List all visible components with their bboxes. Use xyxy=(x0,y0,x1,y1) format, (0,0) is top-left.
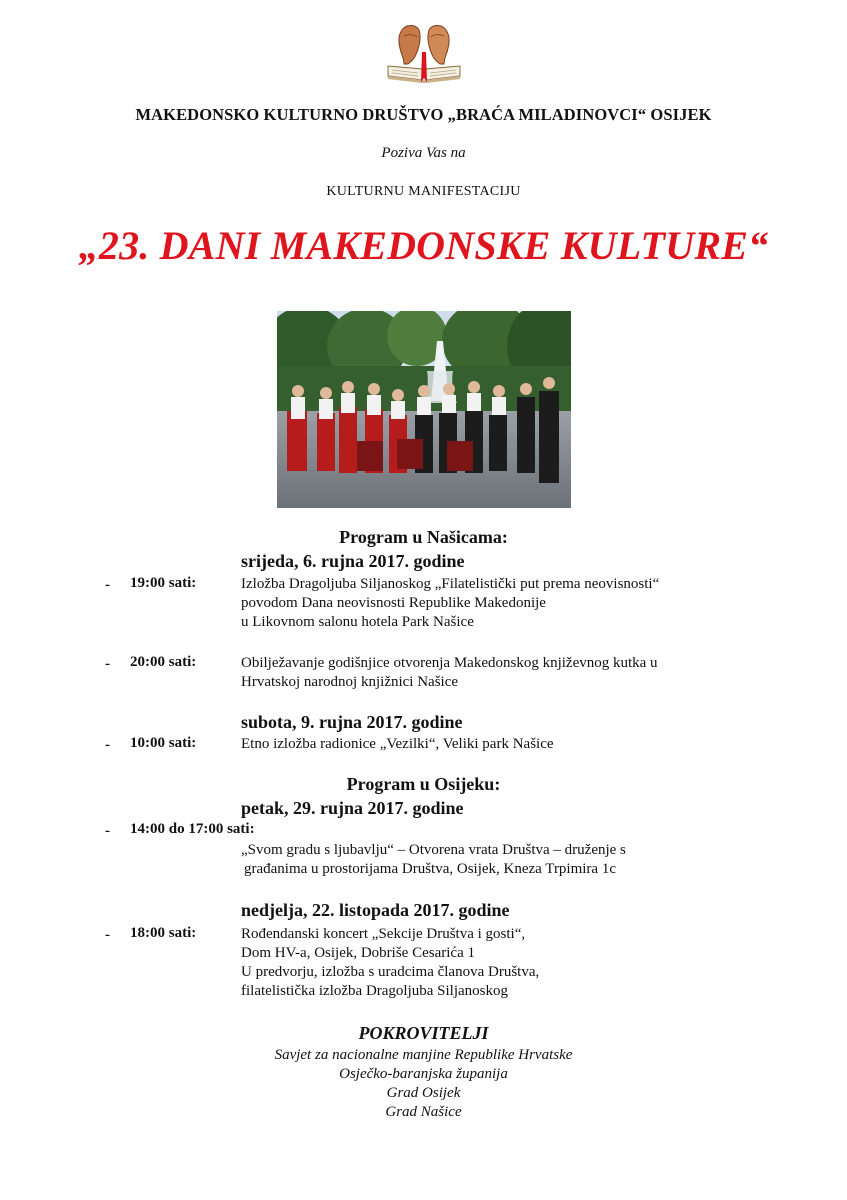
sponsor-item: Osječko-baranjska županija xyxy=(339,1066,508,1082)
event-time: 20:00 sati: xyxy=(130,654,197,670)
program-osijek-heading: Program u Osijeku: xyxy=(346,774,501,794)
event-line: „Svom gradu s ljubavlju“ – Otvorena vrata Društva – druženje s xyxy=(241,842,626,858)
folklore-group-photo xyxy=(277,311,571,508)
event-description xyxy=(241,841,626,879)
event-description xyxy=(241,735,554,754)
event-line: povodom Dana neovisnosti Republike Makedonije xyxy=(241,595,546,611)
event-description xyxy=(241,654,658,692)
bullet-dash: - xyxy=(105,577,110,593)
bullet-dash: - xyxy=(105,823,110,839)
event-line: Izložba Dragoljuba Siljanoskog „Filatelistički put prema neovisnosti“ xyxy=(241,576,660,592)
event-line: Etno izložba radionice „Vezilki“, Veliki park Našice xyxy=(241,736,554,752)
event-description xyxy=(241,575,659,632)
event-line: građanima u prostorijama Društva, Osijek, Kneza Trpimira 1c xyxy=(244,861,616,877)
bullet-dash: - xyxy=(105,656,110,672)
sponsor-item: Grad Našice xyxy=(385,1104,462,1120)
date-nasice-day2: subota, 9. rujna 2017. godine xyxy=(241,712,463,732)
event-time: 18:00 sati: xyxy=(130,925,197,941)
date-osijek-day1: petak, 29. rujna 2017. godine xyxy=(241,798,464,818)
event-line: filatelistička izložba Dragoljuba Siljanoskog xyxy=(241,983,509,999)
bullet-dash: - xyxy=(105,927,110,943)
date-osijek-day2: nedjelja, 22. listopada 2017. godine xyxy=(241,900,510,920)
date-nasice-day1: srijeda, 6. rujna 2017. godine xyxy=(241,551,465,571)
event-line: Rođendanski koncert „Sekcije Društva i gosti“, xyxy=(241,926,526,942)
subtitle: KULTURNU MANIFESTACIJU xyxy=(326,184,521,199)
event-time: 10:00 sati: xyxy=(130,735,197,751)
event-line: U predvorju, izložba s uradcima članova Društva, xyxy=(241,964,540,980)
event-time: 14:00 do 17:00 sati: xyxy=(130,821,255,837)
event-description xyxy=(241,925,539,1001)
event-line: Hrvatskoj narodnoj knjižnici Našice xyxy=(241,674,459,690)
event-line: Dom HV-a, Osijek, Dobriše Cesarića 1 xyxy=(241,945,475,961)
sponsor-item: Savjet za nacionalne manjine Republike Hrvatske xyxy=(274,1047,573,1063)
event-title: „23. DANI MAKEDONSKE KULTURE“ xyxy=(78,223,769,268)
sponsors-title: POKROVITELJI xyxy=(358,1023,489,1043)
event-line: u Likovnom salonu hotela Park Našice xyxy=(241,614,474,630)
event-line: Obilježavanje godišnjice otvorenja Makedonskog književnog kutka u xyxy=(241,655,658,671)
bullet-dash: - xyxy=(105,737,110,753)
sponsor-item: Grad Osijek xyxy=(386,1085,461,1101)
organization-title: MAKEDONSKO KULTURNO DRUŠTVO „BRAĆA MILADINOVCI“ OSIJEK xyxy=(135,105,712,124)
invite-text: Poziva Vas na xyxy=(381,145,466,161)
two-faces-open-book-logo xyxy=(384,22,464,84)
event-time: 19:00 sati: xyxy=(130,575,197,591)
program-nasice-heading: Program u Našicama: xyxy=(339,527,508,547)
